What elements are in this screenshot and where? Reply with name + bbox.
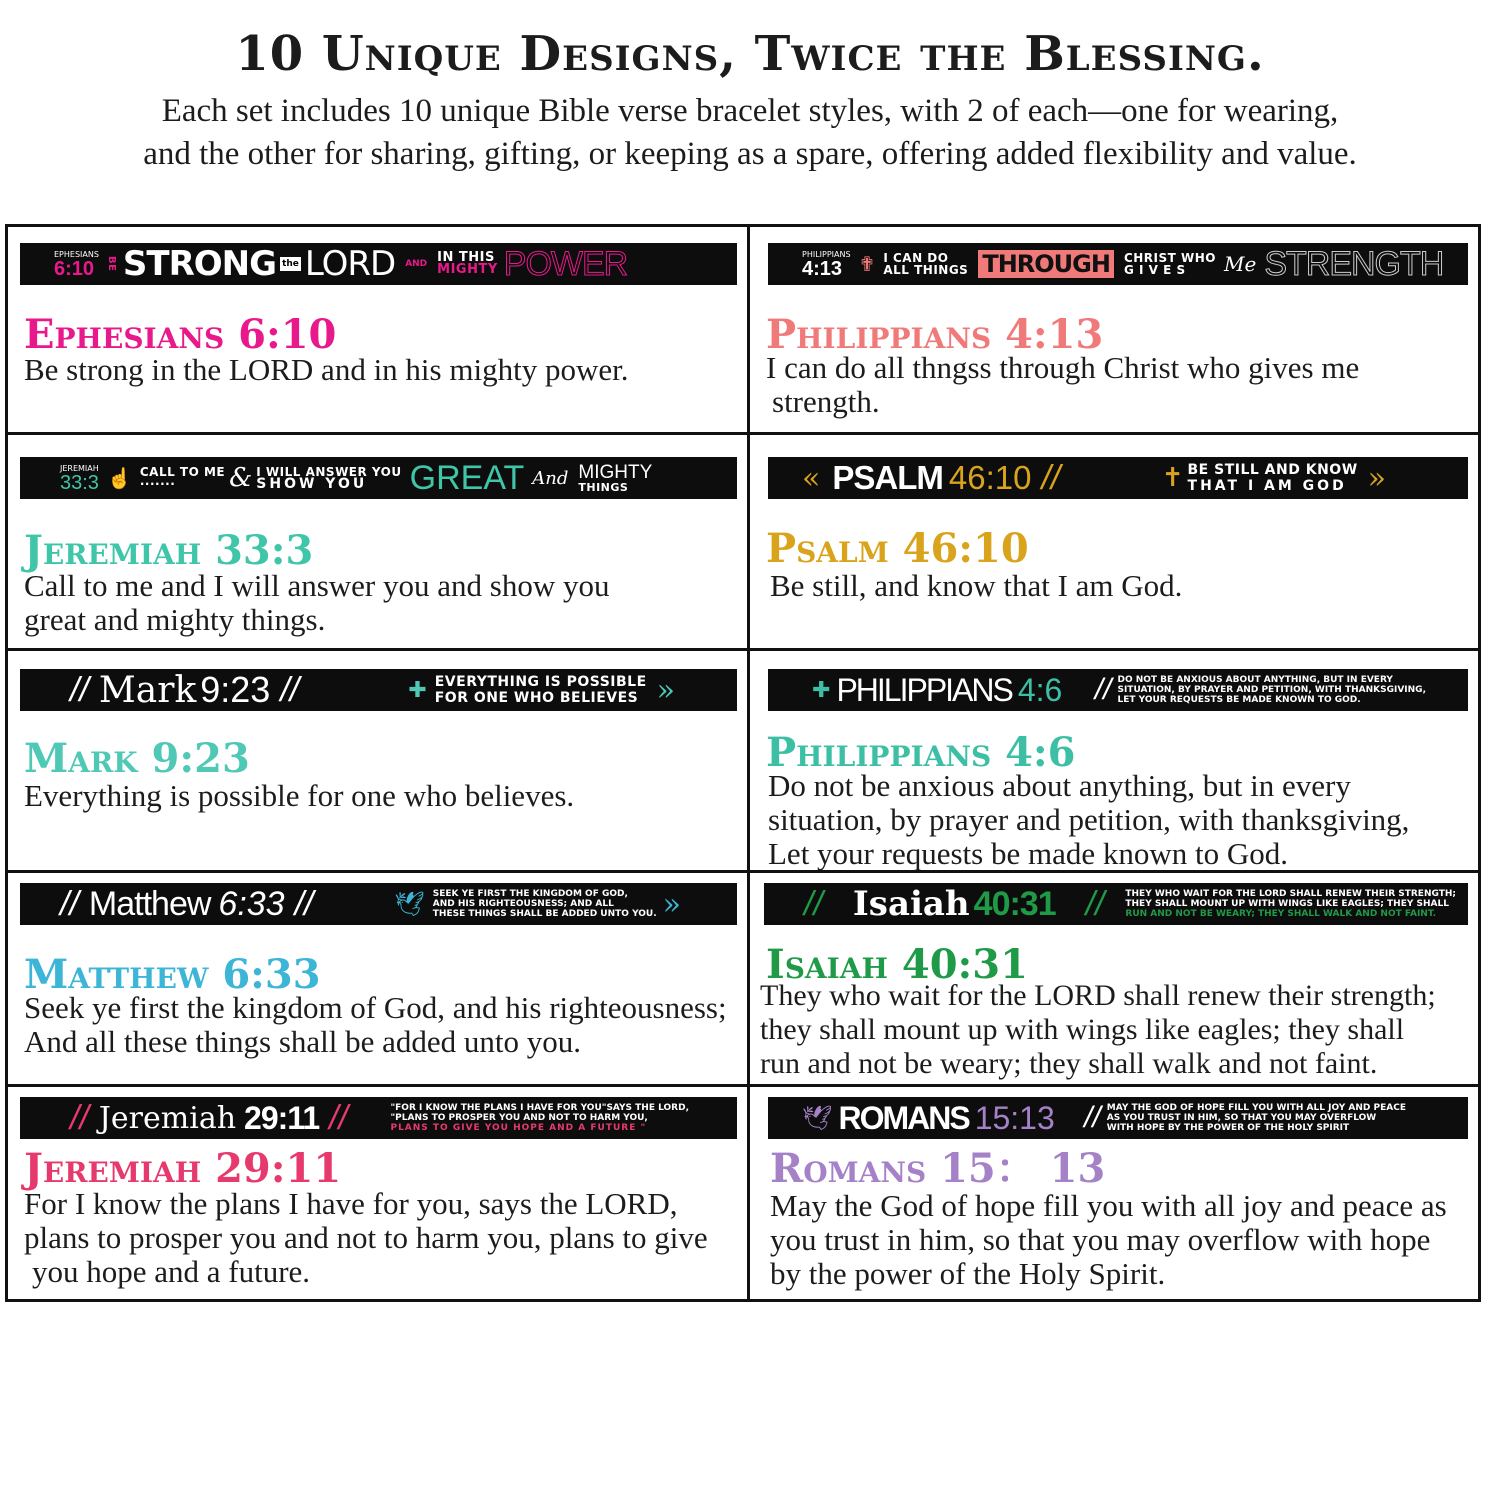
band-power: POWER (503, 244, 628, 283)
band-line1: THEY WHO WAIT FOR THE LORD SHALL RENEW THEIR STRENGTH; (1125, 889, 1456, 899)
verse-line: plans to prosper you and not to harm you, plans to give (24, 1220, 708, 1255)
band-line3: WITH HOPE BY THE POWER OF THE HOLY SPIRIT (1106, 1123, 1350, 1133)
subtitle-line-2: and the other for sharing, gifting, or keeping as a spare, offering added flexibility and value. (143, 136, 1357, 172)
verse-line: great and mighty things. (24, 602, 326, 637)
bracelet-band-isaiah-40-31 (764, 883, 1468, 925)
page-heading: 10 Unique Designs, Twice the Blessing. (235, 26, 1265, 82)
bracelet-band-ephesians (20, 243, 737, 285)
band-things: THINGS (578, 480, 629, 494)
verse-title: Philippians 4:6 (766, 729, 1076, 776)
verse-text (760, 979, 1478, 1081)
band-number: 4:6 (1017, 671, 1063, 708)
band-ref: PHILIPPIANS (836, 671, 1012, 708)
verse-title: Ephesians 6:10 (24, 311, 337, 358)
verse-line: by the power of the Holy Spirit. (770, 1256, 1166, 1291)
band-book: EPHESIANS (54, 249, 99, 259)
left-arrows-icon: « (802, 460, 821, 496)
band-mighty-stack (578, 463, 652, 494)
verse-line: Let your requests be made known to God. (768, 836, 1288, 871)
verse-title: Jeremiah 29:11 (24, 1145, 342, 1192)
band-iwillanswer: I WILL ANSWER YOU (256, 465, 402, 479)
card-romans-15-13 (750, 1087, 1478, 1299)
band-icando-stack (883, 252, 968, 276)
cross-icon: ✝ (1161, 463, 1184, 493)
band-great: GREAT (409, 458, 525, 497)
band-book: JEREMIAH (60, 463, 99, 473)
card-isaiah-40-31 (750, 873, 1478, 1087)
card-jeremiah-33-3 (8, 435, 750, 651)
fish-icon: ✟ (858, 252, 876, 276)
verse-line: you hope and a future. (32, 1254, 311, 1289)
verse-title: Isaiah 40:31 (766, 941, 1028, 988)
verse-line: Call to me and I will answer you and show you (24, 568, 610, 603)
subtitle-line-1: Each set includes 10 unique Bible verse bracelet styles, with 2 of each—one for wearing, (161, 93, 1339, 129)
band-line2: AS YOU TRUST IN HIM, SO THAT YOU MAY OVERFLOW (1106, 1113, 1377, 1123)
band-calltome: CALL TO ME (139, 465, 226, 479)
band-line3: LET YOUR REQUESTS BE MADE KNOWN TO GOD. (1117, 695, 1361, 705)
band-number: 33:3 (60, 471, 99, 494)
band-calltome-stack: CALL TO ME ······· (139, 465, 226, 491)
verse-text (24, 1187, 739, 1289)
band-slash: // (1041, 458, 1061, 497)
band-me: Me (1224, 252, 1257, 276)
band-slash: // (1094, 673, 1112, 706)
praying-hands-icon: ☝ (106, 466, 132, 490)
verse-line: May the God of hope fill you with all joy and peace as (770, 1188, 1447, 1223)
dove-icon: 🕊 (394, 890, 425, 918)
band-number: 6:10 (54, 257, 95, 280)
band-line1: EVERYTHING IS POSSIBLE (434, 674, 647, 690)
bracelet-band-matthew-6-33 (20, 883, 737, 925)
band-christwho-stack (1124, 252, 1216, 276)
band-text-stack (1125, 889, 1456, 919)
cross-icon: ✚ (812, 677, 831, 703)
verse-line: Seek ye first the kingdom of God, and his righteousness; (24, 990, 727, 1025)
band-text-stack (1188, 462, 1358, 494)
band-line1: SEEK YE FIRST THE KINGDOM OF GOD, (432, 889, 628, 899)
band-ref: Isaiah (852, 884, 970, 924)
band-and: And (532, 467, 569, 489)
band-number: 15:13 (974, 1099, 1055, 1136)
verse-title: Jeremiah 33:3 (24, 527, 314, 574)
band-mighty: MIGHTY (578, 461, 653, 483)
band-amp: & (229, 463, 253, 493)
verse-line: And all these things shall be added unto you. (24, 1024, 582, 1059)
bracelet-band-philippians-4-13 (768, 243, 1468, 285)
right-arrows-icon: » (662, 886, 681, 922)
band-allthings: ALL THINGS (883, 263, 969, 277)
dove-icon: 🕊 (802, 1104, 833, 1132)
band-number: 6:33 (218, 884, 285, 923)
band-slash-2: // (329, 1098, 349, 1137)
card-psalm-46-10 (750, 435, 1478, 651)
verse-line: strength. (772, 384, 880, 419)
bracelet-grid (5, 224, 1481, 1302)
band-through: THROUGH (978, 250, 1114, 278)
page-subtitle (40, 90, 1460, 176)
band-line2: SITUATION, BY PRAYER AND PETITION, WITH THANKSGIVING, (1117, 685, 1426, 695)
verse-text (766, 351, 1470, 419)
band-line1: "FOR I KNOW THE PLANS I HAVE FOR YOU"SAYS THE LORD, (390, 1103, 689, 1113)
card-philippians-4-6 (750, 651, 1478, 873)
band-slash: // (60, 884, 79, 923)
band-text-stack (435, 674, 647, 706)
band-icando: I CAN DO (883, 251, 949, 265)
card-philippians-4-13 (750, 227, 1478, 435)
band-strong: STRONG (122, 244, 277, 284)
band-ref: PSALM (832, 459, 943, 496)
band-and: AND (405, 259, 428, 269)
band-number: 40:31 (973, 884, 1056, 923)
band-ref: Matthew (88, 884, 211, 923)
verse-title: Philippians 4:13 (766, 311, 1104, 358)
band-ref: ROMANS (838, 1099, 969, 1136)
verse-line: run and not be weary; they shall walk and not faint. (760, 1047, 1378, 1080)
band-slash-2: // (294, 884, 314, 923)
band-slash: // (70, 670, 89, 709)
bracelet-band-psalm-46-10 (768, 457, 1468, 499)
band-lord: LORD (304, 244, 396, 284)
band-line2: THEY SHALL MOUNT UP WITH WINGS LIKE EAGLES; THEY SHALL (1125, 899, 1449, 909)
band-line3: RUN AND NOT BE WEARY; THEY SHALL WALK AND NOT FAINT. (1125, 909, 1437, 919)
band-answer-stack (256, 466, 401, 490)
band-ref: Mark (98, 669, 197, 711)
right-arrows-icon: » (656, 672, 675, 708)
band-line3: THESE THINGS SHALL BE ADDED UNTO YOU. (432, 909, 657, 919)
band-line3: PLANS TO GIVE YOU HOPE AND A FUTURE " (390, 1123, 647, 1133)
band-line1: MAY THE GOD OF HOPE FILL YOU WITH ALL JOY AND PEACE (1106, 1103, 1406, 1113)
band-inthis-stack (437, 252, 498, 276)
verse-line: Be still, and know that I am God. (770, 568, 1183, 603)
band-line1: BE STILL AND KNOW (1187, 462, 1358, 478)
band-strength: STRENGTH (1264, 244, 1444, 283)
bracelet-band-mark-9-23 (20, 669, 737, 711)
verse-line: They who wait for the LORD shall renew their strength; (760, 979, 1436, 1012)
band-ref-stack (60, 464, 99, 493)
band-text-stack (390, 1103, 689, 1133)
band-number: 9:23 (200, 669, 271, 710)
band-showyou: SHOW YOU (256, 476, 368, 492)
card-ephesians (8, 227, 750, 435)
card-mark-9-23 (8, 651, 750, 873)
band-ref: Jeremiah (98, 1100, 237, 1136)
band-the: the (282, 259, 299, 269)
band-be: BE (105, 256, 117, 272)
verse-line: Be strong in the LORD and in his mighty power. (24, 352, 629, 387)
bracelet-band-jeremiah-33-3 (20, 457, 737, 499)
verse-title: Psalm 46:10 (766, 525, 1029, 572)
verse-text (24, 991, 739, 1059)
verse-text (24, 353, 739, 387)
bracelet-band-jeremiah-29-11 (20, 1097, 737, 1139)
bracelet-band-romans-15-13 (768, 1097, 1468, 1139)
verse-line: you trust in him, so that you may overflow with hope (770, 1222, 1431, 1257)
cross-icon: ✚ (408, 677, 427, 703)
band-number: 46:10 (948, 459, 1032, 496)
right-arrows-icon: » (1367, 460, 1386, 496)
band-mighty: MIGHTY (437, 262, 498, 277)
band-line2: "PLANS TO PROSPER YOU AND NOT TO HARM YOU, (390, 1113, 648, 1123)
verse-line: they shall mount up with wings like eagles; they shall (760, 1013, 1405, 1046)
band-slash-2: // (280, 670, 300, 709)
verse-line: I can do all thngss through Christ who gives me (766, 350, 1360, 385)
verse-text (24, 779, 739, 813)
band-inthis: IN THIS (437, 250, 495, 265)
band-text-stack (1107, 1103, 1406, 1133)
band-line2: THAT I AM GOD (1187, 478, 1347, 494)
verse-title: Mark 9:23 (24, 735, 250, 782)
verse-line: situation, by prayer and petition, with thanksgiving, (768, 802, 1410, 837)
band-number: 4:13 (802, 257, 843, 280)
verse-text (770, 1189, 1470, 1291)
band-gives: G I V E S (1123, 263, 1186, 277)
band-text-stack (1117, 675, 1426, 705)
card-matthew-6-33 (8, 873, 750, 1087)
verse-line: Everything is possible for one who believes. (24, 778, 575, 813)
verse-title: Romans 15： 13 (770, 1145, 1106, 1192)
verse-line: Do not be anxious about anything, but in every (768, 768, 1351, 803)
band-slash: // (70, 1098, 89, 1137)
band-number: 29:11 (244, 1099, 320, 1136)
verse-text (770, 569, 1470, 603)
verse-text (768, 769, 1470, 871)
band-christwho: CHRIST WHO (1123, 251, 1216, 265)
band-slash-2: // (1085, 884, 1105, 923)
band-slash: // (804, 884, 823, 923)
band-slash: // (1084, 1101, 1101, 1134)
band-book: PHILIPPIANS (802, 249, 851, 259)
band-ref-stack (54, 250, 99, 279)
band-line2: AND HIS RIGHTEOUSNESS; AND ALL (432, 899, 614, 909)
verse-title: Matthew 6:33 (24, 951, 321, 998)
band-text-stack (433, 889, 657, 919)
card-jeremiah-29-11 (8, 1087, 750, 1299)
verse-line: For I know the plans I have for you, says the LORD, (24, 1186, 678, 1221)
bracelet-band-philippians-4-6 (768, 669, 1468, 711)
band-line1: DO NOT BE ANXIOUS ABOUT ANYTHING, BUT IN EVERY (1117, 675, 1393, 685)
band-line2: FOR ONE WHO BELIEVES (434, 690, 639, 706)
band-ref-stack (802, 250, 851, 279)
verse-text (24, 569, 739, 637)
